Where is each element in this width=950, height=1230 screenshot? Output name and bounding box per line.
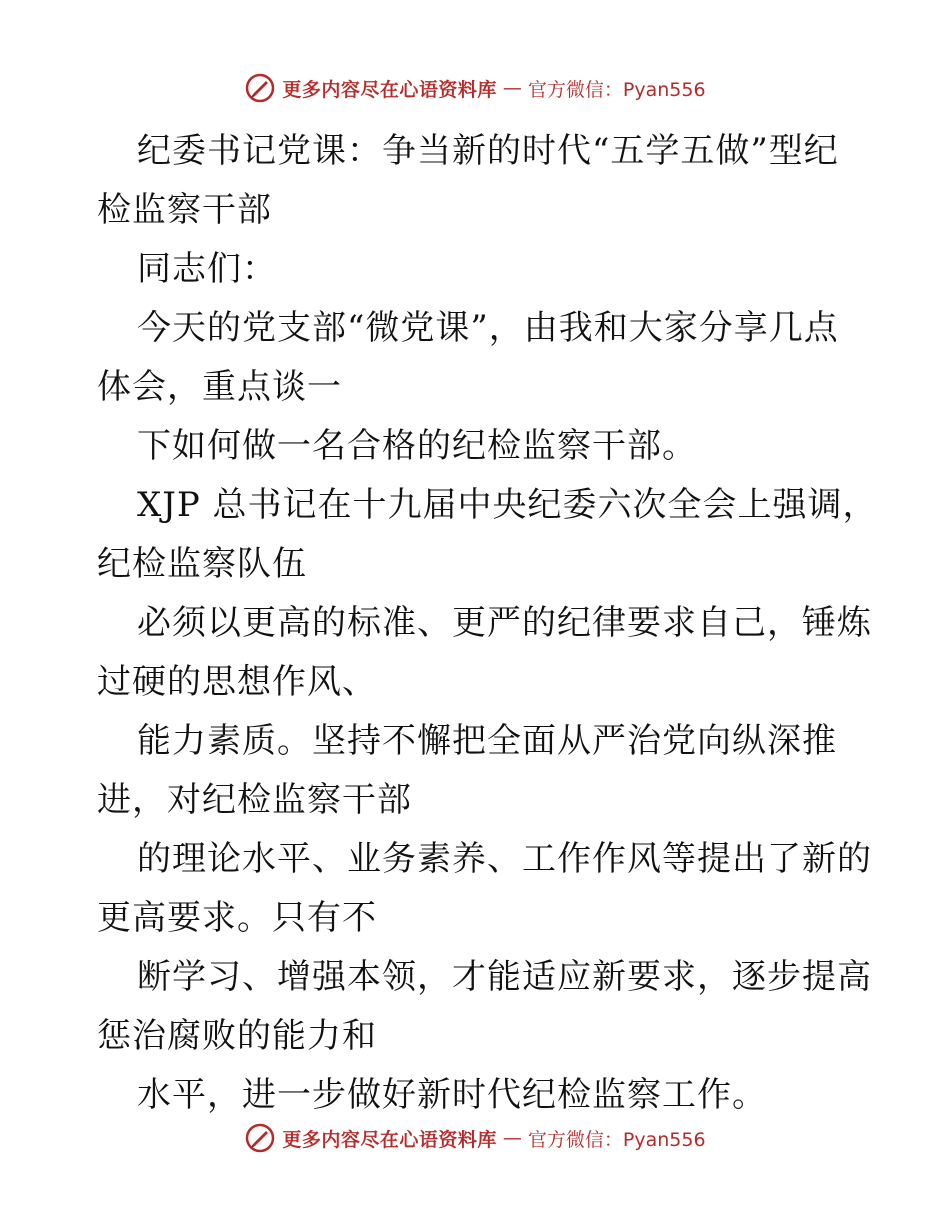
paragraph-line: 进，对纪检监察干部 xyxy=(97,780,412,820)
paragraph-line: 纪检监察队伍 xyxy=(97,544,307,584)
paragraph-line: XJP 总书记在十九届中央纪委六次全会上强调， xyxy=(137,485,878,525)
quill-pen-logo-icon xyxy=(244,72,276,104)
salutation: 同志们： xyxy=(137,249,277,289)
paragraph-line: 的理论水平、业务素养、工作作风等提出了新的 xyxy=(137,839,872,879)
title-line-1: 纪委书记党课：争当新的时代“五学五做”型纪 xyxy=(137,131,839,171)
watermark-separator: — xyxy=(502,1127,522,1149)
watermark-separator: — xyxy=(502,77,522,99)
title-line-2: 检监察干部 xyxy=(97,190,272,230)
paragraph-line: 今天的党支部“微党课”，由我和大家分享几点 xyxy=(137,308,839,348)
header-watermark xyxy=(0,72,950,104)
paragraph-line: 下如何做一名合格的纪检监察干部。 xyxy=(137,426,697,466)
paragraph-line: 必须以更高的标准、更严的纪律要求自己，锤炼 xyxy=(137,603,872,643)
watermark-sub-text: 官方微信：Pyan556 xyxy=(527,78,706,101)
quill-pen-logo-icon xyxy=(244,1122,276,1154)
watermark-sub-text: 官方微信：Pyan556 xyxy=(527,1128,706,1151)
footer-watermark xyxy=(0,1122,950,1154)
document-body xyxy=(97,122,878,1125)
watermark-main-text: 更多内容尽在心语资料库 xyxy=(282,78,497,101)
paragraph-line: 能力素质。坚持不懈把全面从严治党向纵深推 xyxy=(137,721,837,761)
paragraph-line: 水平，进一步做好新时代纪检监察工作。 xyxy=(137,1075,767,1115)
paragraph-line: 过硬的思想作风、 xyxy=(97,662,377,702)
watermark-main-text: 更多内容尽在心语资料库 xyxy=(282,1128,497,1151)
paragraph-line: 惩治腐败的能力和 xyxy=(97,1016,377,1056)
paragraph-line: 断学习、增强本领，才能适应新要求，逐步提高 xyxy=(137,957,872,997)
paragraph-line: 更高要求。只有不 xyxy=(97,898,377,938)
paragraph-line: 体会，重点谈一 xyxy=(97,367,342,407)
